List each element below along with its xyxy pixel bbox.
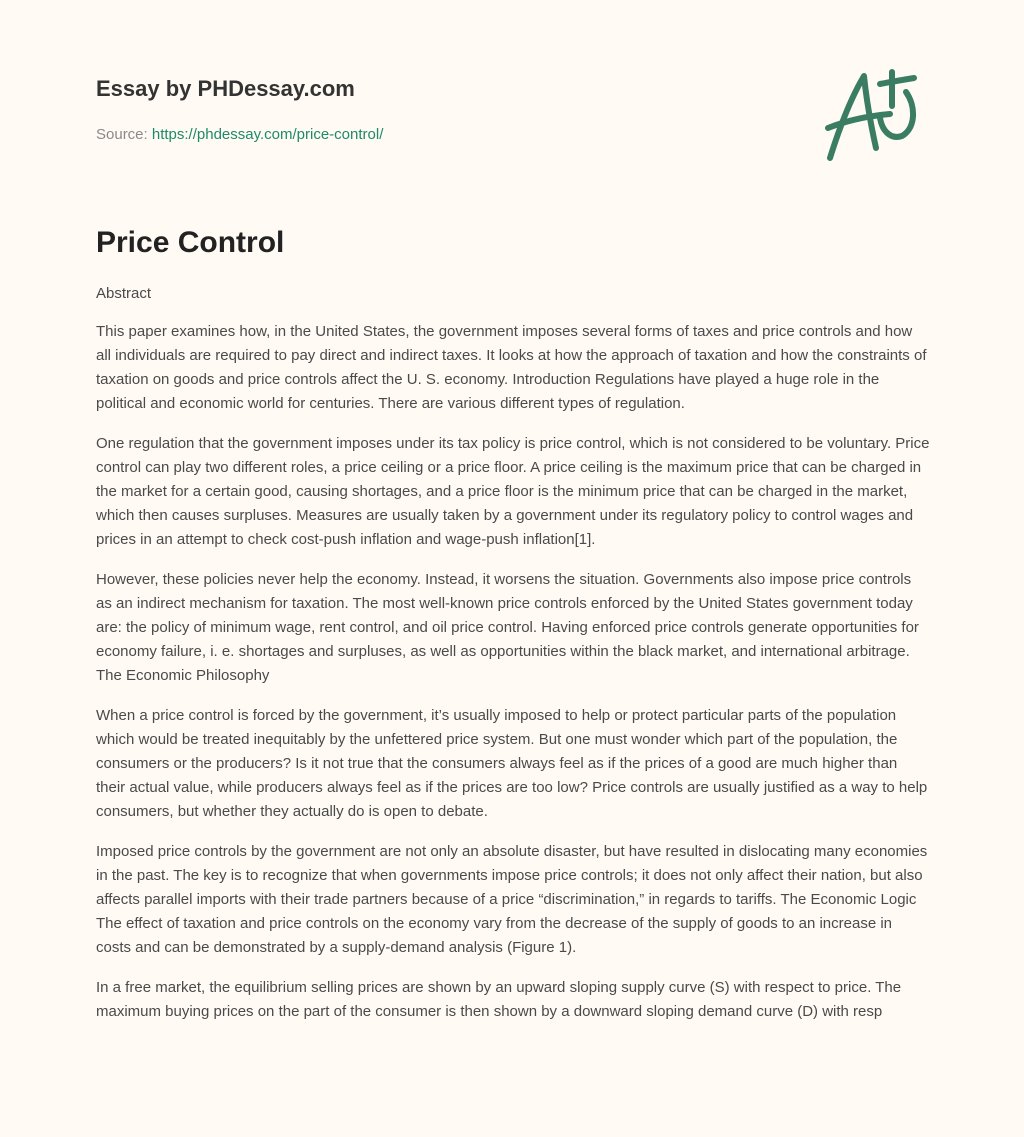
paragraph: However, these policies never help the economy. Instead, it worsens the situation. Governments also impose price controls as an indirect mechanism for taxation. The most well-known price controls enforced by the United States government today are: the policy of minimum wage, rent control, and oil price control. Having enforced price controls generate opportunities for economy failure, i. e. shortages and surpluses, as well as opportunities within the black market, and international arbitrage. The Economic Philosophy — [96, 571, 919, 684]
section-label: Abstract — [96, 285, 152, 302]
paragraph: One regulation that the government imposes under its tax policy is price control, which is not considered to be voluntary. Price control can play two different roles, a price ceiling or a price floor. A price ceiling is the maximum price that can be charged in the market for a certain good, causing shortages, and a price floor is the minimum price that can be charged in the market, which then causes surpluses. Measures are usually taken by a government under its regulatory policy to control wages and prices in an attempt to check cost-push inflation and wage-push inflation[1]. — [96, 435, 930, 548]
paragraph: When a price control is forced by the government, it’s usually imposed to help or protect particular parts of the population which would be treated inequitably by the unfettered price system. But one must wonder which part of the population, the consumers or the producers? Is it not true that the consumers always feel as if the prices of a good are much higher than their actual value, while producers always feel as if the prices are too low? Price controls are usually justified as a way to help consumers, but whether they actually do is open to debate. — [96, 707, 928, 820]
source-link[interactable]: https://phdessay.com/price-control/ — [151, 126, 384, 143]
paragraph: In a free market, the equilibrium selling prices are shown by an upward sloping supply curve (S) with respect to price. The maximum buying prices on the part of the consumer is then shown by a downward sloping demand curve (D) with resp — [96, 979, 902, 1020]
a-plus-logo-icon — [820, 66, 930, 166]
essay-title: Price Control — [96, 226, 285, 259]
site-title: Essay by PHDessay.com — [96, 76, 355, 101]
paragraph: This paper examines how, in the United States, the government imposes several forms of taxes and price controls and how all individuals are required to pay direct and indirect taxes. It looks at how the approach of taxation and how the constraints of taxation on goods and price controls affect the U. S. economy. Introduction Regulations have played a huge role in the political and economic world for centuries. There are various different types of regulation. — [96, 323, 927, 412]
essay-body — [96, 226, 930, 1040]
paragraph: Imposed price controls by the government are not only an absolute disaster, but have resulted in dislocating many economies in the past. The key is to recognize that when governments impose price controls; it does not only affect their nation, but also affects parallel imports with their trade partners because of a price “discrimination,” in regards to tariffs. The Economic Logic The effect of taxation and price controls on the economy vary from the decrease of the supply of goods to an increase in costs and can be demonstrated by a supply-demand analysis (Figure 1). — [96, 843, 928, 956]
source-label: Source: — [96, 126, 148, 143]
essay-header — [96, 76, 383, 143]
source-line — [96, 126, 383, 143]
